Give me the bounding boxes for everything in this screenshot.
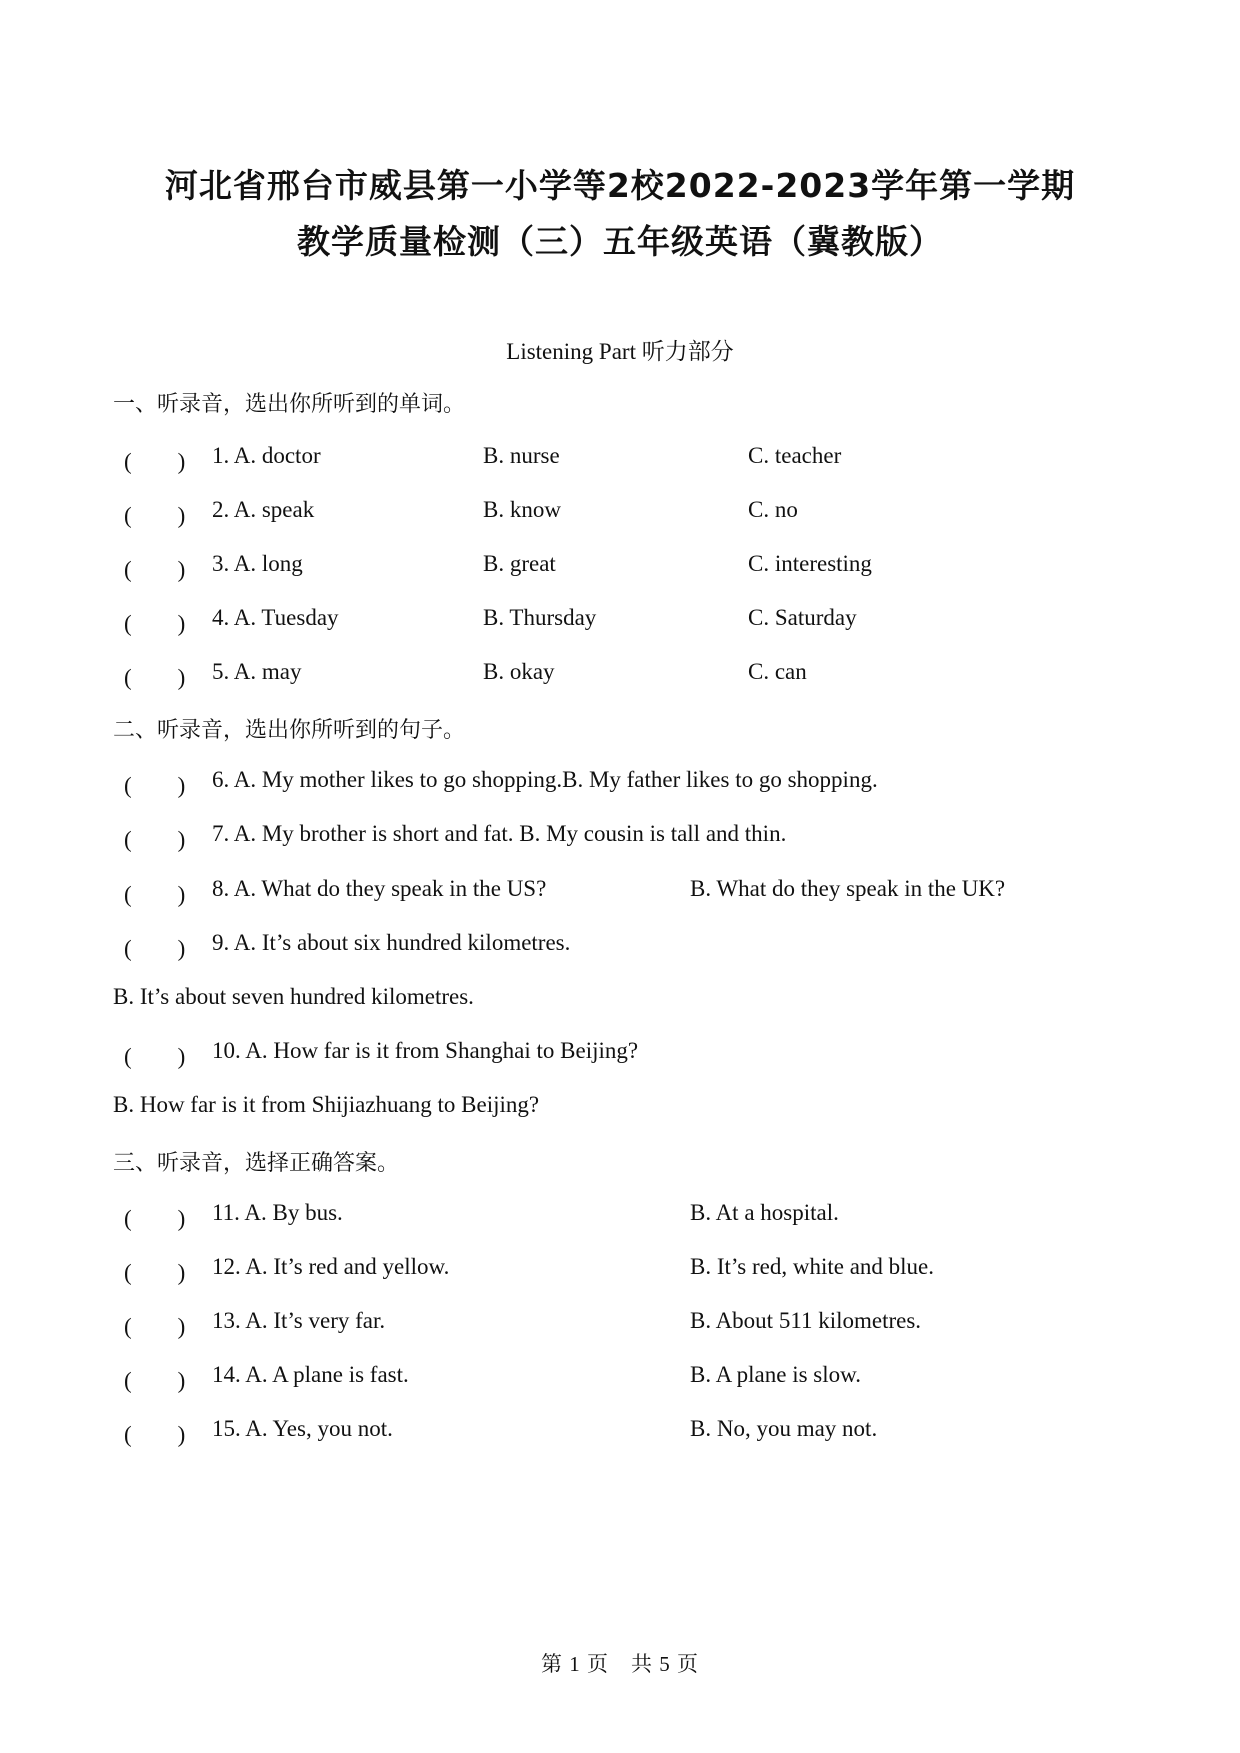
q3-option-a: 3. A. long — [212, 551, 303, 576]
answer-blank[interactable]: ( ) — [124, 882, 186, 907]
q2-option-a: 2. A. speak — [212, 497, 315, 522]
answer-blank[interactable]: ( ) — [124, 611, 186, 636]
q2-option-b: B. know — [483, 497, 561, 522]
q14-option-a: 14. A. A plane is fast. — [212, 1362, 409, 1387]
q8-option-a: 8. A. What do they speak in the US? — [212, 876, 547, 901]
answer-blank[interactable]: ( ) — [124, 665, 186, 690]
answer-blank[interactable]: ( ) — [124, 449, 186, 474]
q15-option-a: 15. A. Yes, you not. — [212, 1416, 393, 1441]
q11-option-b: B. At a hospital. — [690, 1200, 839, 1225]
q5-option-c: C. can — [748, 659, 807, 684]
q4-option-c: C. Saturday — [748, 605, 857, 630]
answer-blank[interactable]: ( ) — [124, 1314, 186, 1339]
q2-option-c: C. no — [748, 497, 798, 522]
q4-option-b: B. Thursday — [483, 605, 597, 630]
section1-heading: 一、听录音，选出你所听到的单词。 — [113, 392, 466, 417]
q3-option-b: B. great — [483, 551, 556, 576]
q10-option-b: B. How far is it from Shijiazhuang to Beijing? — [113, 1092, 540, 1117]
q3-option-c: C. interesting — [748, 551, 872, 576]
answer-blank[interactable]: ( ) — [124, 773, 186, 798]
answer-blank[interactable]: ( ) — [124, 1044, 186, 1069]
q1-option-a: 1. A. doctor — [212, 443, 321, 468]
page-footer: 第 1 页 共 5 页 — [541, 1652, 699, 1676]
q13-option-b: B. About 511 kilometres. — [690, 1308, 922, 1333]
q7-options: 7. A. My brother is short and fat. B. My cousin is tall and thin. — [212, 821, 787, 846]
section3-heading: 三、听录音，选择正确答案。 — [113, 1151, 400, 1176]
answer-blank[interactable]: ( ) — [124, 1422, 186, 1447]
answer-blank[interactable]: ( ) — [124, 1206, 186, 1231]
q4-option-a: 4. A. Tuesday — [212, 605, 339, 630]
q8-option-b: B. What do they speak in the UK? — [690, 876, 1006, 901]
title-line-1: 河北省邢台市威县第一小学等2校2022-2023学年第一学期 — [164, 166, 1076, 205]
q5-option-b: B. okay — [483, 659, 555, 684]
answer-blank[interactable]: ( ) — [124, 1260, 186, 1285]
q9-option-a: 9. A. It’s about six hundred kilometres. — [212, 930, 571, 955]
q10-option-a: 10. A. How far is it from Shanghai to Beijing? — [212, 1038, 639, 1063]
q1-option-c: C. teacher — [748, 443, 842, 468]
q9-option-b: B. It’s about seven hundred kilometres. — [113, 984, 474, 1009]
answer-blank[interactable]: ( ) — [124, 936, 186, 961]
q13-option-a: 13. A. It’s very far. — [212, 1308, 386, 1333]
title-line-2: 教学质量检测（三）五年级英语（冀教版） — [297, 222, 943, 261]
q12-option-b: B. It’s red, white and blue. — [690, 1254, 935, 1279]
q1-option-b: B. nurse — [483, 443, 560, 468]
answer-blank[interactable]: ( ) — [124, 557, 186, 582]
q5-option-a: 5. A. may — [212, 659, 302, 684]
q14-option-b: B. A plane is slow. — [690, 1362, 862, 1387]
section2-heading: 二、听录音，选出你所听到的句子。 — [113, 718, 466, 743]
answer-blank[interactable]: ( ) — [124, 827, 186, 852]
answer-blank[interactable]: ( ) — [124, 1368, 186, 1393]
q11-option-a: 11. A. By bus. — [212, 1200, 343, 1225]
q12-option-a: 12. A. It’s red and yellow. — [212, 1254, 450, 1279]
listening-heading: Listening Part 听力部分 — [506, 339, 734, 364]
q15-option-b: B. No, you may not. — [690, 1416, 878, 1441]
q6-options: 6. A. My mother likes to go shopping.B. My father likes to go shopping. — [212, 767, 878, 792]
answer-blank[interactable]: ( ) — [124, 503, 186, 528]
